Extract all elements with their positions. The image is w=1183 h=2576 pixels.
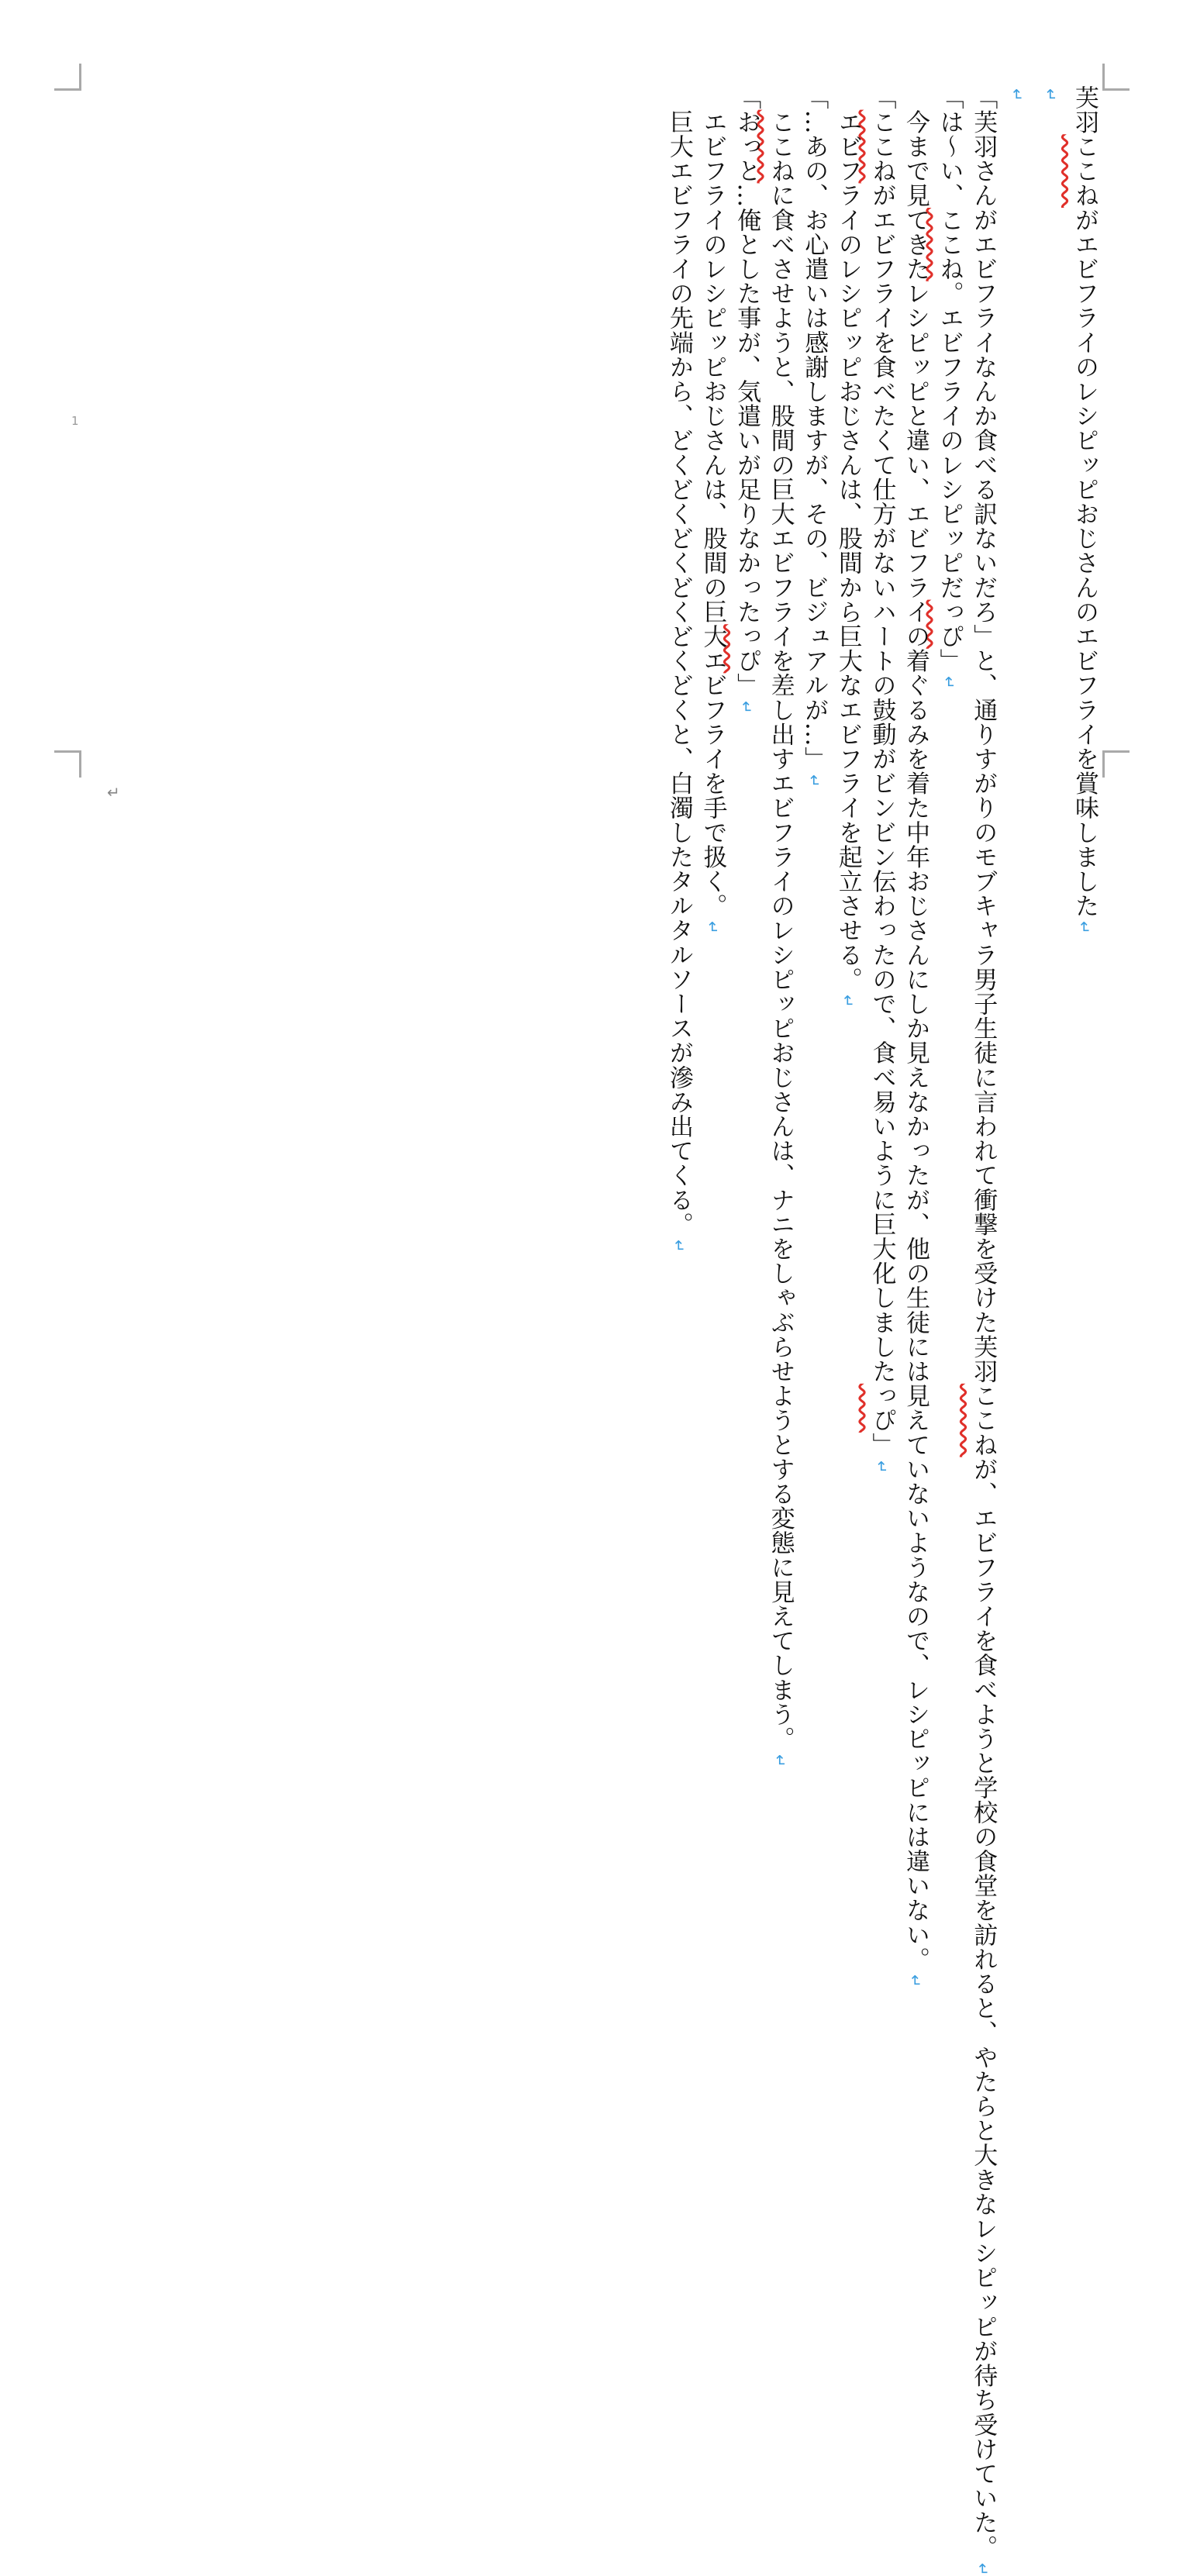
text-line	[729, 85, 763, 767]
text-line	[830, 85, 864, 1009]
spellcheck-underline: っぴ	[867, 1383, 896, 1433]
text-line	[1067, 85, 1101, 935]
crop-mark-bottom-right	[1102, 750, 1130, 778]
paragraph-mark-icon: ↵	[737, 701, 757, 715]
paragraph-mark-icon: ↵	[703, 921, 723, 935]
paragraph-mark-icon: ↵	[974, 2562, 993, 2576]
paragraph-mark-icon: ↵	[906, 1974, 926, 1988]
end-of-document-mark: ↵	[107, 783, 120, 802]
paragraph-mark-icon: ↵	[1007, 88, 1026, 102]
paragraph-mark-icon: ↵	[1075, 921, 1094, 935]
text-line	[966, 85, 1000, 2576]
paragraph-mark-icon: ↵	[1041, 88, 1061, 102]
paragraph-mark-icon: ↵	[669, 1240, 688, 1254]
line-text: 「おっと…俺とした事が、気遣いが足りなかったっぴ」	[733, 85, 761, 698]
line-text: 「芙羽さんがエビフライなんか食べる訳ないだろ」と、通りすがりのモブキャラ男子生徒に言われて衝撃を受けた芙羽ここねが、エビフライを食べようと学校の食堂を訪れると、やたらと大きなレシピッピが待ち受けていた。	[969, 85, 998, 2560]
paragraph-mark-icon: ↵	[805, 774, 824, 788]
text-line	[864, 85, 898, 1474]
crop-mark-bottom-left	[54, 750, 81, 778]
line-text: 巨大エビフライの先端から、どくどくどくどくどくどくと、白濁したタルタルソースが滲み出てくる。	[664, 85, 693, 1237]
spellcheck-underline: ここね	[867, 109, 896, 184]
paragraph-mark-icon: ↵	[872, 1460, 892, 1474]
text-line	[797, 85, 831, 788]
text-line	[898, 85, 932, 1988]
spellcheck-underline: っぴ	[733, 624, 761, 674]
spellcheck-underline: っぴ	[935, 599, 964, 649]
line-text: エビフライのレシピッピおじさんは、股間の巨大エビフライを手で扱く。	[698, 85, 727, 919]
text-line	[763, 85, 797, 1768]
spellcheck-underline: ここね	[1071, 134, 1098, 209]
page-number: 1	[71, 414, 79, 428]
crop-mark-top-left	[54, 64, 81, 91]
crop-mark-top-right	[1102, 64, 1130, 91]
vertical-text-body[interactable]	[85, 85, 1101, 2576]
line-text: ここねに食べさせようと、股間の巨大エビフライを差し出すエビフライのレシピッピおじさんは、ナニをしゃぶらせようとする変態に見えてしまう。	[766, 109, 795, 1751]
line-text: 「は〜い、ここね。エビフライのレシピッピだっぴ」	[935, 85, 964, 674]
text-line	[661, 85, 695, 1254]
spellcheck-underline: ここね	[935, 208, 964, 281]
text-line	[999, 85, 1033, 767]
paragraph-mark-icon: ↵	[940, 676, 959, 690]
spellcheck-underline: ここね	[969, 1383, 998, 1457]
line-text: 芙羽ここねがエビフライのレシピッピおじさんのエビフライを賞味しました	[1071, 85, 1098, 919]
paragraph-mark-icon: ↵	[838, 995, 857, 1009]
line-text: エビフライのレシピッピおじさんは、股間から巨大なエビフライを起立させる。	[833, 85, 862, 992]
text-line	[695, 85, 729, 935]
text-line	[1033, 85, 1067, 767]
line-text: 「ここねがエビフライを食べたくて仕方がないハートの鼓動がビンビン伝わったので、食べ易いように巨大化しましたっぴ」	[867, 85, 896, 1457]
line-text: 今まで見てきたレシピッピと違い、エビフライの着ぐるみを着た中年おじさんにしか見えなかったが、他の生徒には見えていないようなので、レシピッピには違いない。	[902, 85, 930, 1972]
spellcheck-underline: ここね	[766, 109, 795, 184]
text-line	[932, 85, 966, 767]
paragraph-mark-icon: ↵	[771, 1754, 790, 1768]
line-text: 「…あの、お心遣いは感謝しますが、その、ビジュアルが…」	[800, 85, 829, 771]
